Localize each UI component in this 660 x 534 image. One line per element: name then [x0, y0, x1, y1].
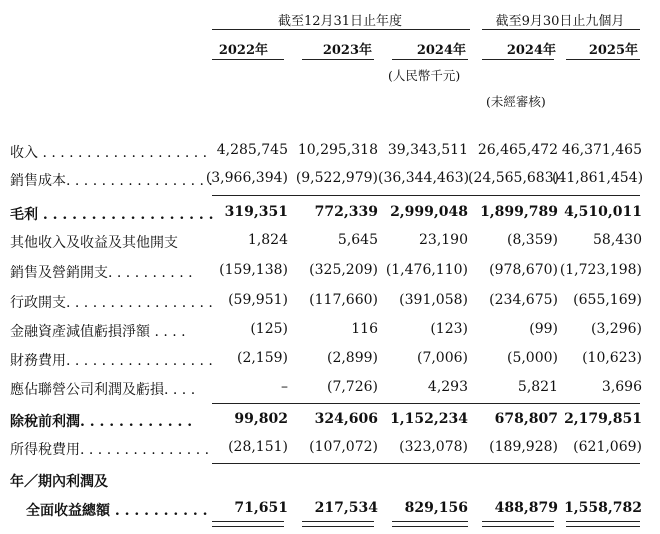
row-value: 488,879	[494, 500, 558, 516]
row-value: 772,339	[314, 204, 378, 220]
row-value: (7,726)	[326, 379, 378, 395]
row-value: 4,293	[427, 379, 468, 395]
table-row-cost-of-sales	[0, 166, 660, 192]
row-value: 4,285,745	[216, 142, 288, 158]
row-label: 毛利 . . . . . . . . . . . . . . . . . .	[10, 207, 214, 223]
row-value: (28,151)	[228, 439, 288, 455]
row-label: 應佔聯營公司利潤及虧損. . . .	[10, 382, 196, 398]
table-row-other-income	[0, 228, 660, 254]
row-label: 金融資產減值虧損淨額 . . . .	[10, 324, 186, 340]
total-double-rule	[392, 521, 468, 527]
row-value: (1,723,198)	[559, 262, 642, 278]
table-row-revenue	[0, 138, 660, 164]
row-value: 829,156	[404, 500, 468, 516]
row-value: 1,152,234	[390, 411, 468, 427]
row-value: (2,159)	[236, 350, 288, 366]
total-double-rule	[566, 521, 640, 527]
row-value: (325,209)	[309, 262, 378, 278]
row-value: 39,343,511	[387, 142, 468, 158]
row-value: 678,807	[494, 411, 558, 427]
row-value: 3,696	[601, 379, 642, 395]
row-value: (655,169)	[573, 292, 642, 308]
row-value: 5,645	[337, 232, 378, 248]
year-header-2: 2023年	[322, 43, 372, 58]
row-value: 319,351	[224, 204, 288, 220]
row-value: (24,565,683)	[468, 170, 560, 186]
row-value: 116	[351, 321, 378, 337]
row-value: 217,534	[314, 500, 378, 516]
row-value: 23,190	[419, 232, 468, 248]
table-row-profit-heading	[0, 467, 660, 493]
row-value: (189,928)	[489, 439, 558, 455]
row-value: 26,465,472	[477, 142, 558, 158]
row-value: (234,675)	[489, 292, 558, 308]
row-value: 71,651	[234, 500, 288, 516]
row-label: 除稅前利潤. . . . . . . . . . . .	[10, 414, 193, 430]
subtotal-rule	[212, 403, 640, 404]
row-value: (323,078)	[399, 439, 468, 455]
row-value: 58,430	[593, 232, 642, 248]
year-underline	[392, 59, 468, 60]
row-value: (99)	[529, 321, 558, 337]
unit-note: (人民幣千元)	[388, 68, 461, 83]
row-label: 年／期內利潤及	[10, 474, 108, 490]
row-value: –	[281, 379, 288, 395]
row-value: 99,802	[234, 411, 288, 427]
table-row-income-tax	[0, 435, 660, 461]
row-label: 財務費用. . . . . . . . . . . . . . . . .	[10, 353, 213, 369]
unaudited-note: (未經審核)	[486, 94, 546, 109]
subtotal-rule	[212, 463, 640, 464]
row-value: (621,069)	[573, 439, 642, 455]
row-value: (41,861,454)	[552, 170, 644, 186]
table-row-impairment	[0, 317, 660, 343]
year-underline	[566, 59, 640, 60]
row-value: (107,072)	[309, 439, 378, 455]
row-value: 2,999,048	[390, 204, 468, 220]
group-header-fiscal-year: 截至12月31日止年度	[277, 14, 403, 29]
year-header-1: 2022年	[218, 43, 268, 58]
table-row-finance-costs	[0, 346, 660, 372]
row-value: (7,006)	[416, 350, 468, 366]
row-value: (159,138)	[219, 262, 288, 278]
total-double-rule	[302, 521, 374, 527]
year-header-5: 2025年	[588, 43, 638, 58]
row-value: 1,558,782	[564, 500, 642, 516]
row-label: 銷售及營銷開支. . . . . . . . . .	[10, 265, 193, 281]
row-value: (8,359)	[506, 232, 558, 248]
row-value: 46,371,465	[561, 142, 642, 158]
row-label: 所得稅費用. . . . . . . . . . . . . . .	[10, 442, 210, 458]
row-value: (978,670)	[489, 262, 558, 278]
table-row-selling-expenses	[0, 258, 660, 284]
row-value: (391,058)	[399, 292, 468, 308]
row-label: 其他收入及收益及其他開支	[10, 235, 178, 251]
row-value: (3,296)	[590, 321, 642, 337]
year-header-3: 2024年	[416, 43, 466, 58]
group-header-nine-months: 截至9月30日止九個月	[495, 14, 625, 29]
row-label: 全面收益總額 . . . . . . . . . .	[26, 503, 208, 519]
row-value: 1,824	[247, 232, 288, 248]
table-row-associates	[0, 375, 660, 401]
table-row-profit-before-tax	[0, 407, 660, 433]
row-value: 2,179,851	[564, 411, 642, 427]
total-double-rule	[482, 521, 554, 527]
row-value: (1,476,110)	[385, 262, 468, 278]
year-underline	[302, 59, 374, 60]
row-value: (123)	[430, 321, 468, 337]
row-value: (125)	[250, 321, 288, 337]
row-value: (59,951)	[228, 292, 288, 308]
table-row-admin-expenses	[0, 288, 660, 314]
row-value: 1,899,789	[480, 204, 558, 220]
table-row-total-comprehensive-income	[0, 496, 660, 522]
row-value: (36,344,463)	[378, 170, 470, 186]
row-value: 10,295,318	[297, 142, 378, 158]
year-underline	[212, 59, 284, 60]
group-underline-nine-months	[482, 29, 640, 30]
row-label: 銷售成本. . . . . . . . . . . . . . . . .	[10, 173, 213, 189]
total-double-rule	[212, 521, 284, 527]
subtotal-rule	[212, 195, 640, 196]
row-value: 4,510,011	[564, 204, 642, 220]
row-value: (10,623)	[582, 350, 642, 366]
row-value: 324,606	[314, 411, 378, 427]
group-underline-fiscal-year	[212, 29, 470, 30]
row-value: (2,899)	[326, 350, 378, 366]
row-value: 5,821	[517, 379, 558, 395]
row-label: 收入 . . . . . . . . . . . . . . . . . . .	[10, 145, 208, 161]
row-value: (5,000)	[506, 350, 558, 366]
row-label: 行政開支. . . . . . . . . . . . . . . . .	[10, 295, 213, 311]
row-value: (9,522,979)	[295, 170, 378, 186]
year-header-4: 2024年	[506, 43, 556, 58]
year-underline	[482, 59, 554, 60]
table-row-gross-profit	[0, 200, 660, 226]
row-value: (3,966,394)	[205, 170, 288, 186]
row-value: (117,660)	[309, 292, 378, 308]
